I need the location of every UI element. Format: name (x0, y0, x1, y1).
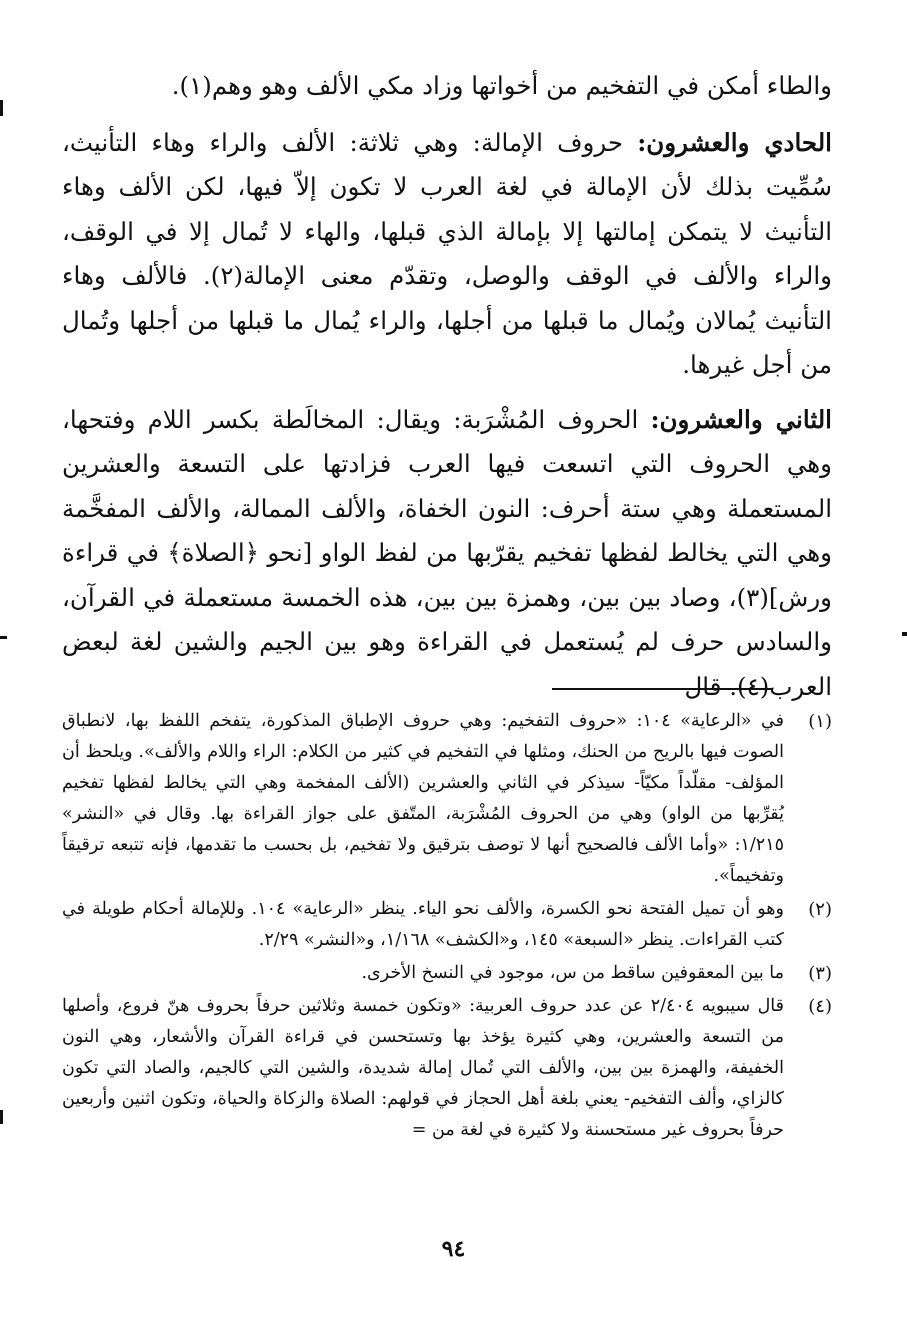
paragraph-1 (62, 64, 832, 109)
page-number: ٩٤ (441, 1236, 466, 1262)
footnote-text: ما بين المعقوفين ساقط من س، موجود في النسخ الأخرى. (361, 963, 784, 983)
footnote-2 (62, 894, 832, 956)
paragraph-2-lead: الحادي والعشرون: (637, 127, 832, 157)
footnote-text: في «الرعاية» ١٠٤: «حروف التفخيم: وهي حروف الإطباق المذكورة، يتفخم اللفظ بها، لانطباق الصوت فيها بالريح من الحنك، ومثلها في التفخيم في كثير من الكلام: الراء واللام والألف». ويلحظ أن المؤلف- مقلّداً مكيّاً- سيذكر في الثاني والعشرين (الألف المفخمة وهي التي يخالط لفظها تفخيم يُقرِّبها من الواو) وهي من الحروف المُشْرَبة، المتّفق على جواز القراءة بها. وقال في «النشر» ١/٢١٥: «وأما الألف فالصحيح أنها لا توصف بترقيق ولا تفخيم، بل بحسب ما تقدمها، فإنه تتبعه ترقيقاً وتفخيماً». (62, 711, 784, 886)
footnote-number: (٢) (808, 899, 832, 920)
paragraph-3-lead: الثاني والعشرون: (650, 404, 832, 434)
scan-edge-mark (0, 1110, 3, 1124)
paragraph-2-text: حروف الإمالة: وهي ثلاثة: الألف والراء وهاء التأنيث، سُمِّيت بذلك لأن الإمالة في لغة العرب لا تكون إلاّ فيها، لكن الألف وهاء التأنيث لا يتمكن إمالتها إلا بإمالة الذي قبلها، والهاء لا تُمال إلا في الوقف، والراء والألف في الوقف والوصل، وتقدّم معنى الإمالة(٢). فالألف وهاء التأنيث يُمالان ويُمال ما قبلها من أجلها، والراء يُمال ما قبلها من أجلها وتُمال من أجل غيرها. (62, 127, 832, 379)
paragraph-1-text: والطاء أمكن في التفخيم من أخواتها وزاد مكي الألف وهو وهم(١). (171, 71, 832, 100)
paragraph-3 (62, 398, 832, 710)
footnotes (62, 706, 832, 1148)
paragraph-2 (62, 121, 832, 388)
footnote-4 (62, 991, 832, 1146)
scan-edge-mark (0, 636, 7, 639)
footnote-1 (62, 706, 832, 892)
footnote-separator (552, 688, 772, 690)
scan-edge-mark (0, 100, 3, 116)
scan-edge-mark (902, 632, 907, 636)
paragraph-3-text: الحروف المُشْرَبة: ويقال: المخالَطة بكسر اللام وفتحها، وهي الحروف التي اتسعت فيها العرب فزادتها على التسعة والعشرين المستعملة وهي ستة أحرف: النون الخفاة، والألف الممالة، والألف المفخَّمة وهي التي يخالط لفظها تفخيم يقرّبها من لفظ الواو [نحو ﴿الصلاة﴾ في قراءة ورش](٣)، وصاد بين بين، وهمزة بين بين، هذه الخمسة مستعملة في القرآن، والسادس حرف لم يُستعمل في القراءة وهو بين الجيم والشين لغة لبعض العرب(٤). قال (62, 404, 832, 701)
footnote-3 (62, 958, 832, 989)
footnote-text: وهو أن تميل الفتحة نحو الكسرة، والألف نحو الياء. ينظر «الرعاية» ١٠٤. وللإمالة أحكام طويلة في كتب القراءات. ينظر «السبعة» ١٤٥، و«الكشف» ١/١٦٨، و«النشر» ٢/٢٩. (62, 899, 784, 950)
footnote-text: قال سيبويه ٢/٤٠٤ عن عدد حروف العربية: «وتكون خمسة وثلاثين حرفاً بحروف هنّ فروع، وأصلها من التسعة والعشرين، وهي كثيرة يؤخذ بها وتستحسن في قراءة القرآن والأشعار، وهي النون الخفيفة، والهمزة بين بين، والألف التي تُمال إمالة شديدة، والشين التي كالجيم، والصاد التي تكون كالزاي، وألف التفخيم- يعني بلغة أهل الحجاز في قولهم: الصلاة والزكاة والحياة، وتكون اثنين وأربعين حرفاً بحروف غير مستحسنة ولا كثيرة في لغة من = (62, 996, 784, 1140)
footnote-number: (٤) (808, 996, 832, 1017)
footnote-number: (١) (808, 711, 832, 732)
main-text (62, 64, 832, 719)
footnote-number: (٣) (808, 963, 832, 984)
